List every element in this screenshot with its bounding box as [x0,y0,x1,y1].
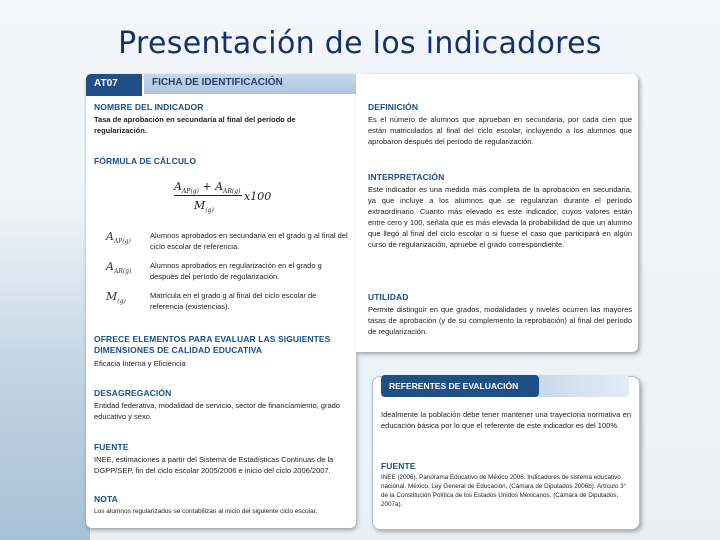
utilidad-heading: UTILIDAD [368,292,409,302]
nombre-section [94,102,350,136]
formula-sub-den: (g) [205,207,214,215]
card-tab-label: FICHA DE IDENTIFICACIÓN [144,74,356,94]
utilidad-section [368,292,632,337]
formula-numerator-a2: A [215,180,224,193]
formula-multiplier: x100 [244,190,272,203]
nota-heading: NOTA [94,494,118,504]
variable-description: Matrícula en el grado g al final del ciclo escolar de referencia (existencias). [150,291,317,311]
variable-symbol: $M_{(g)}$ [106,290,126,306]
interpretacion-text: Este indicador es una medida más completa de la aprobación en secundaria, ya que incluye a los alumnos que se regularizan durante el período extraordinario. Cuanto más elevado es este indicador, cuyos valores están entre cero y 100, señala que es más elevada la probabilidad de que un alumno que llegó al final del ciclo escolar o si fuese el caso que participará en algún curso de regularización, apruebe el grado correspondiente. [368,185,632,249]
referentes-fuente-text: INEE (2006). Panorama Educativo de México 2006. Indicadores de sistema educativo nacional. México. Ley General de Educación, (Cámara de Diputados 2006b). Artículo 3° de la Constitución Política de los Estados Unidos Mexicanos. (Cámara de Diputados, 2007a). [381,474,627,508]
formula-section [94,156,350,166]
definicion-heading: DEFINICIÓN [368,102,419,112]
ofrece-text: Eficacia Interna y Eficiencia [94,359,186,368]
referentes-card [372,376,640,530]
definicion-text: Es el número de alumnos que aprueban en secundaria, por cada cien que están matriculados al final del ciclo escolar, incluyendo a los alumnos que aprobaron después del período de regularización. [368,115,632,146]
page-title: Presentación de los indicadores [118,26,602,61]
fraction-line [174,195,242,196]
variable-symbol: $A_{AR(g)}$ [106,260,132,276]
referentes-heading: REFERENTES DE EVALUACIÓN [381,375,539,397]
variable-row [106,230,356,260]
ofrece-heading: OFRECE ELEMENTOS PARA EVALUAR LAS SIGUIENTES DIMENSIONES DE CALIDAD EDUCATIVA [94,334,331,355]
variable-row [106,260,356,290]
interpretacion-heading: INTERPRETACIÓN [368,172,445,182]
nombre-heading: NOMBRE DEL INDICADOR [94,102,204,112]
desagregacion-heading: DESAGREGACIÓN [94,388,172,398]
formula-numerator-a1: A [174,180,182,193]
formula-sub-ar: AR(g) [223,188,241,196]
fuente-section [94,442,350,476]
referentes-fuente-heading: FUENTE [381,461,416,471]
desagregacion-section [94,388,350,422]
fuente-heading: FUENTE [94,442,129,452]
variable-symbol: $A_{AP(g)}$ [106,230,131,246]
utilidad-text: Permite distinguir en que grados, modalidades y niveles ocurren las mayores tasas de aprobación (y de su complemento la reprobación) al final del período de regularización. [368,305,632,336]
formula-denominator: M [194,199,206,212]
variable-description: Alumnos aprobados en regularización en el grado g después del período de regularización. [150,261,322,281]
referentes-header-tail [537,375,629,397]
decorative-background [0,200,90,540]
desagregacion-text: Entidad federativa, modalidad de servicio, sector de financiamiento, grado educativo y sexo. [94,401,340,421]
ofrece-section [94,334,350,369]
nota-section [94,494,350,517]
nota-text: Los alumnos regularizados se contabilizan al inicio del siguiente ciclo escolar. [94,508,318,515]
formula-plus: + [202,180,212,193]
formula-heading: FÓRMULA DE CÁLCULO [94,156,197,166]
referentes-text: Idealmente la población debe tener mantener una trayectoria normativa en educación básica por lo que el referente de este indicador es del 100%. [381,410,631,430]
variable-description: Alumnos aprobados en secundaria en el grado g al final del ciclo escolar de referencia. [150,231,348,251]
formula-expression [172,178,282,220]
nombre-text: Tasa de aprobación en secundaria al final del período de regularización. [94,115,296,135]
indicator-code: AT07 [86,74,142,96]
fuente-text: INEE, estimaciones a partir del Sistema de Estadísticas Continuas de la DGPP/SEP, fin del ciclo escolar 2005/2006 e inicio del ciclo 2006/2007. [94,455,334,475]
formula-sub-ap: AP(g) [181,188,199,196]
variable-row [106,290,356,320]
card-header [86,74,638,96]
interpretacion-section [368,172,632,250]
definicion-section [368,102,632,147]
